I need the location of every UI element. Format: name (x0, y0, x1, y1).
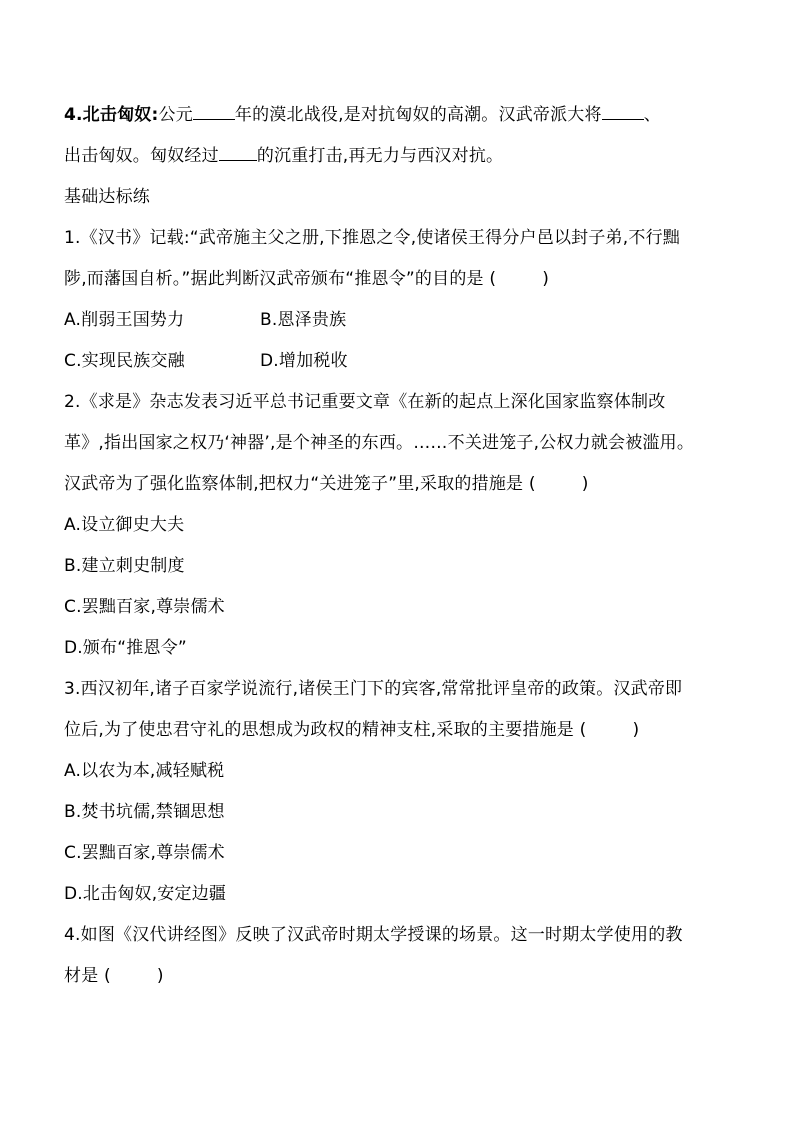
section4-text-b: 年的漠北战役,是对抗匈奴的高潮。汉武帝派大将 (234, 105, 602, 125)
option-3d[interactable]: D.北击匈奴,安定边疆 (64, 884, 227, 904)
question-1-stem-end: 陟,而藩国自析。”据此判断汉武帝颁布“推恩令”的目的是 (64, 269, 484, 289)
option-1d[interactable]: D.增加税收 (260, 351, 348, 371)
question-3-line-2 (64, 710, 734, 751)
section4-line-1 (64, 95, 734, 136)
option-2c[interactable]: C.罢黜百家,尊崇儒术 (64, 597, 225, 617)
fill-blank-battle[interactable] (219, 142, 257, 161)
question-2-line-1: 2.《求是》杂志发表习近平总书记重要文章《在新的起点上深化国家监察体制改 (64, 392, 666, 412)
section4-text-d: 出击匈奴。匈奴经过 (64, 146, 219, 166)
option-1c[interactable]: C.实现民族交融 (64, 351, 185, 371)
question-2-line-3 (64, 464, 734, 505)
section4-text-a: 公元 (158, 105, 193, 125)
option-2b[interactable]: B.建立刺史制度 (64, 556, 185, 576)
section4-line-2 (64, 136, 734, 177)
answer-paren-open: ( (579, 720, 587, 740)
answer-paren-open: ( (528, 474, 536, 494)
option-2a[interactable]: A.设立御史大夫 (64, 515, 185, 535)
question-1-options-row-2 (64, 341, 734, 382)
question-4-line-1: 4.如图《汉代讲经图》反映了汉武帝时期太学授课的场景。这一时期太学使用的教 (64, 925, 683, 945)
question-1-options-row-1 (64, 300, 734, 341)
option-1a[interactable]: A.削弱王国势力 (64, 310, 185, 330)
question-1-line-2 (64, 259, 734, 300)
option-1b[interactable]: B.恩泽贵族 (260, 310, 347, 330)
section4-colon: : (151, 105, 159, 125)
question-3-stem-end: 位后,为了使忠君守礼的思想成为政权的精神支柱,采取的主要措施是 (64, 720, 575, 740)
section4-label: 4.北击匈奴 (64, 105, 152, 125)
question-4-stem-end: 材是 (64, 966, 99, 986)
answer-paren-close: ) (581, 474, 589, 494)
document-content (64, 95, 734, 997)
option-3c[interactable]: C.罢黜百家,尊崇儒术 (64, 843, 225, 863)
question-4-line-2 (64, 956, 734, 997)
answer-paren-close: ) (542, 269, 550, 289)
question-1-line-1: 1.《汉书》记载:“武帝施主父之册,下推恩之令,使诸侯王得分户邑以封子弟,不行黜 (64, 228, 680, 248)
answer-paren-open: ( (104, 966, 111, 986)
question-2-line-2: 革》,指出国家之权乃‘神器’,是个神圣的东西。……不关进笼子,公权力就会被滥用。 (64, 433, 695, 453)
fill-blank-general[interactable] (602, 101, 644, 120)
section4-text-e: 的沉重打击,再无力与西汉对抗。 (256, 146, 504, 166)
option-3b[interactable]: B.焚书坑儒,禁锢思想 (64, 802, 225, 822)
fill-blank-year[interactable] (193, 101, 235, 120)
answer-paren-open: ( (489, 269, 497, 289)
section4-text-c: 、 (643, 105, 661, 125)
answer-paren-close: ) (156, 966, 164, 986)
question-3-line-1: 3.西汉初年,诸子百家学说流行,诸侯王门下的宾客,常常批评皇帝的政策。汉武帝即 (64, 679, 683, 699)
answer-paren-close: ) (632, 720, 640, 740)
practice-heading: 基础达标练 (64, 187, 150, 207)
question-2-stem-end: 汉武帝为了强化监察体制,把权力“关进笼子”里,采取的措施是 (64, 474, 524, 494)
option-3a[interactable]: A.以农为本,减轻赋税 (64, 761, 225, 781)
option-2d[interactable]: D.颁布“推恩令” (64, 638, 187, 658)
